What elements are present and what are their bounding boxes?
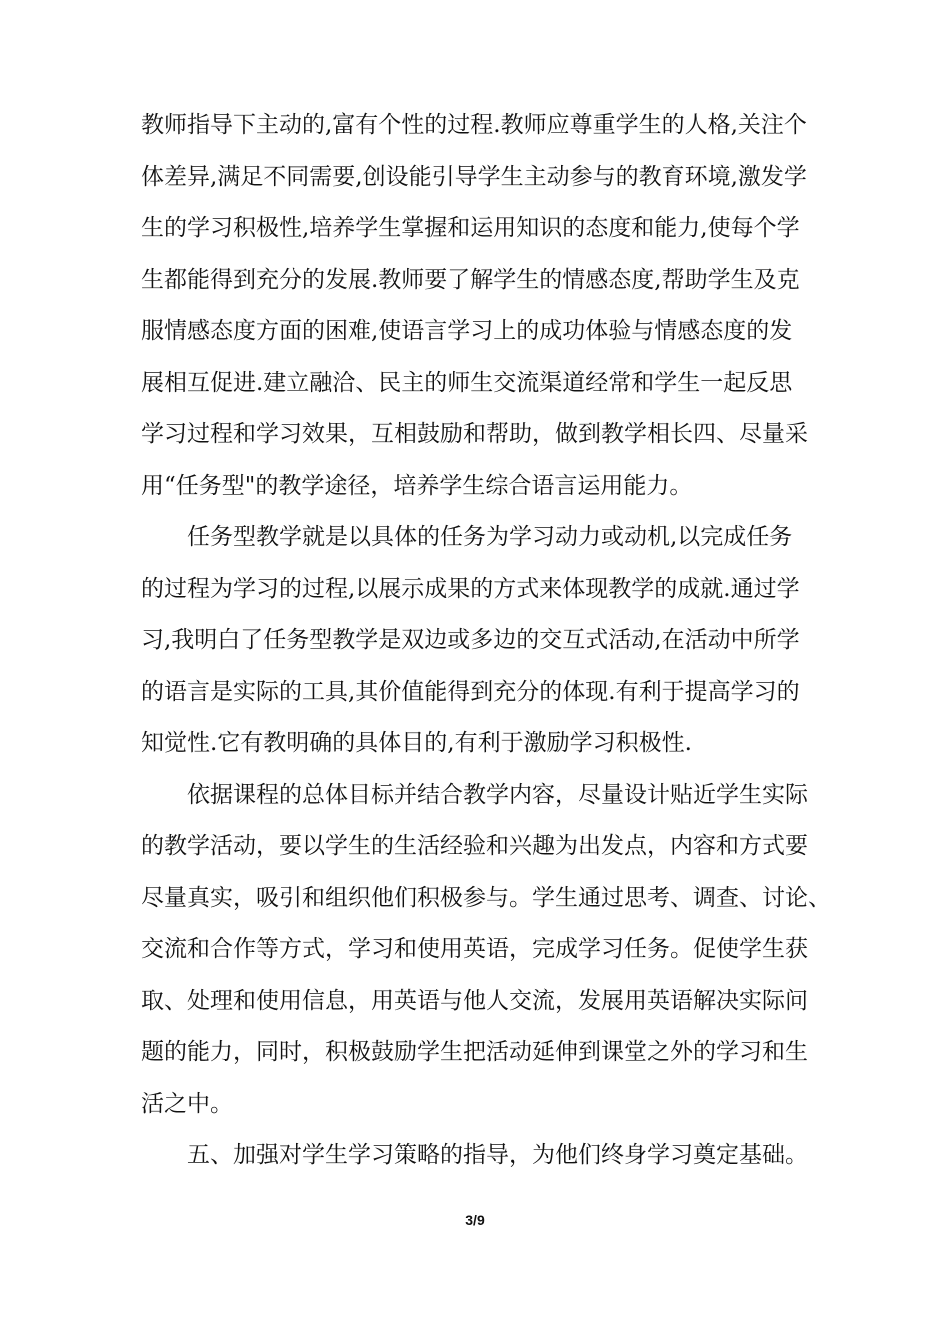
text-line: 任务型教学就是以具体的任务为学习动力或动机,以完成任务 bbox=[141, 524, 793, 550]
text-line: 活之中。 bbox=[141, 1090, 233, 1117]
text-line: 教师指导下主动的,富有个性的过程.教师应尊重学生的人格,关注个 bbox=[141, 112, 807, 138]
text-line: 生都能得到充分的发展.教师要了解学生的情感态度,帮助学生及克 bbox=[141, 266, 800, 293]
text-line: 知觉性.它有教明确的具体目的,有利于激励学习积极性. bbox=[141, 730, 692, 756]
text-line: 题的能力，同时，积极鼓励学生把活动延伸到课堂之外的学习和生 bbox=[141, 1039, 808, 1065]
body-text bbox=[141, 100, 831, 1182]
text-line: 生的学习积极性,培养学生掌握和运用知识的态度和能力,使每个学 bbox=[141, 215, 800, 241]
text-line: 的教学活动，要以学生的生活经验和兴趣为出发点，内容和方式要 bbox=[141, 833, 808, 859]
text-line: 展相互促进.建立融洽、民主的师生交流渠道经常和学生一起反思 bbox=[141, 369, 793, 396]
page-number: 3/9 bbox=[465, 1212, 485, 1228]
text-line: 服情感态度方面的困难,使语言学习上的成功体验与情感态度的发 bbox=[141, 318, 793, 344]
text-line: 依据课程的总体目标并结合教学内容，尽量设计贴近学生实际 bbox=[141, 781, 808, 808]
text-line: 用“任务型"的教学途径，培养学生综合语言运用能力。 bbox=[141, 472, 693, 499]
text-line: 尽量真实，吸引和组织他们积极参与。学生通过思考、调查、讨论、 bbox=[141, 884, 831, 911]
text-line: 交流和合作等方式，学习和使用英语，完成学习任务。促使学生获 bbox=[141, 936, 808, 962]
text-line: 的语言是实际的工具,其价值能得到充分的体现.有利于提高学习的 bbox=[141, 678, 800, 705]
text-line: 取、处理和使用信息，用英语与他人交流，发展用英语解决实际问 bbox=[141, 987, 808, 1014]
text-line: 的过程为学习的过程,以展示成果的方式来体现教学的成就.通过学 bbox=[141, 575, 800, 602]
text-line: 五、加强对学生学习策略的指导，为他们终身学习奠定基础。 bbox=[141, 1142, 808, 1168]
text-line: 习,我明白了任务型教学是双边或多边的交互式活动,在活动中所学 bbox=[141, 627, 800, 653]
text-line: 体差异,满足不同需要,创设能引导学生主动参与的教育环境,激发学 bbox=[141, 163, 807, 190]
text-line: 学习过程和学习效果，互相鼓励和帮助，做到教学相长四、尽量采 bbox=[141, 421, 808, 447]
